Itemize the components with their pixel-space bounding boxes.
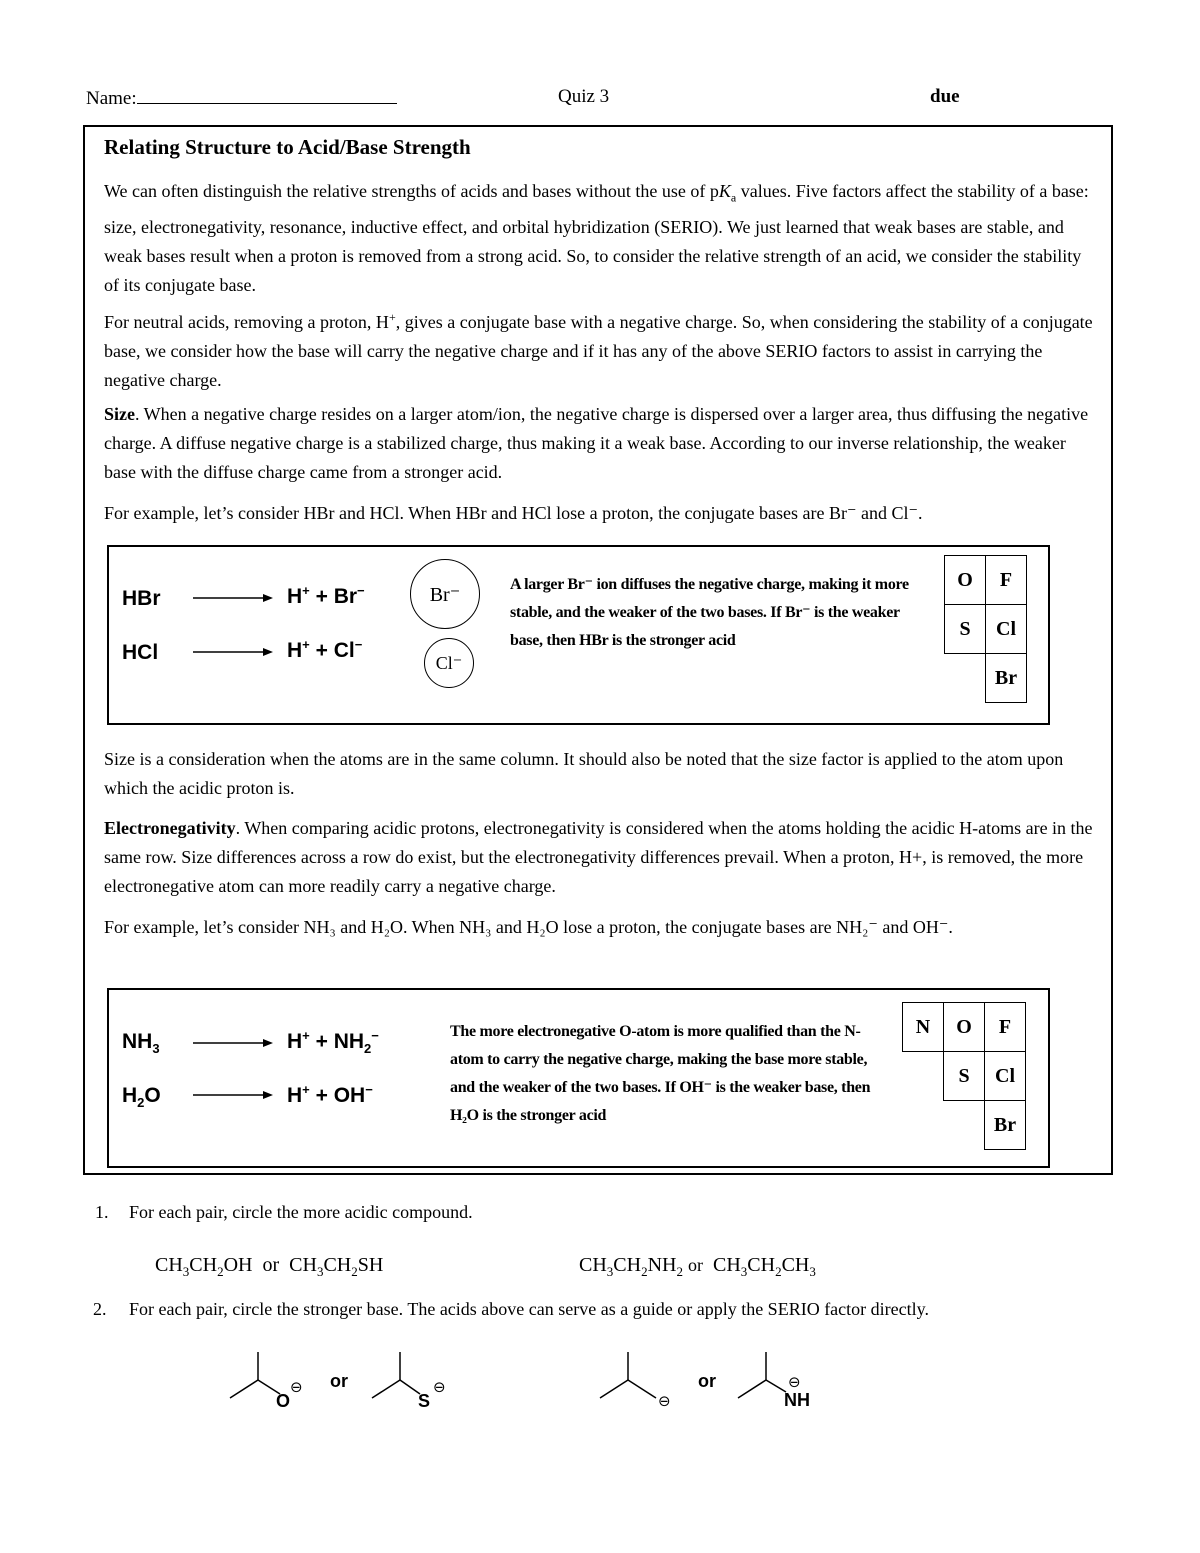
arrow-icon — [193, 591, 273, 605]
sulfur-atom-label: S — [418, 1391, 431, 1411]
section-title: Relating Structure to Acid/Base Strength — [104, 135, 471, 159]
size-label: Size — [104, 404, 135, 424]
question-1-text: For each pair, circle the more acidic compound. — [129, 1202, 473, 1222]
reaction-hcl-acid: HCl — [122, 641, 159, 664]
quiz-label: Quiz 3 — [558, 86, 610, 107]
reaction-h2o-acid: $H_2O$ — [122, 1084, 161, 1111]
arrow-icon — [193, 1036, 273, 1050]
size-example-box — [107, 545, 1050, 725]
paragraph-electronegativity: Electronegativity. When comparing acidic protons, electronegativity is considered when the atoms holding the acidic H-atoms are in the same row. Size differences across a row do exist, but the electronegativity differences prevail. When a proton, H+, is removed, the more electronegative atom can more readily carry a negative charge. — [104, 818, 1093, 896]
question-2-text: For each pair, circle the stronger base. The acids above can serve as a guide or apply the SERIO factor directly. — [129, 1299, 929, 1319]
structures-row — [220, 1340, 1120, 1420]
size-explanation: A larger Br⁻ ion diffuses the negative charge, making it more stable, and the weaker of the two bases. If Br⁻ is the weaker base, then HBr is the stronger acid — [510, 576, 909, 649]
arrow-icon — [193, 645, 273, 659]
due-label: due — [930, 86, 960, 107]
question-2-number: 2. — [93, 1299, 107, 1319]
negative-charge-icon: ⊖ — [788, 1373, 801, 1391]
paragraph-neutral-acids: For neutral acids, removing a proton, H+, gives a conjugate base with a negative charge. So, when considering the stability of a conjugate base, we consider how the base will carry the negative charge and if it has any of the above SERIO factors to assist in carrying the negative charge. — [104, 310, 1093, 390]
negative-charge-icon: ⊖ — [433, 1378, 446, 1396]
small-ion-circle: Cl⁻ — [424, 638, 474, 688]
thiolate-structure[interactable] — [372, 1352, 420, 1398]
paragraph-intro: We can often distinguish the relative strengths of acids and bases without the use of $pK_a$ values. Five factors affect the stability of a base: size, electronegativity, resonance, inductive effect, and orbital hybridization (SERIO). We just learned that weak bases are stable, and weak bases result when a proton is removed from a strong acid. So, to consider the relative strength of an acid, we consider the stability of its conjugate base. — [104, 181, 1089, 295]
reaction-hbr-acid: HBr — [122, 587, 161, 610]
periodic-table-snippet: O F S Cl Br — [944, 555, 1027, 703]
paragraph-size: Size. When a negative charge resides on a larger atom/ion, the negative charge is dispersed over a larger area, thus diffusing the negative charge. A diffuse negative charge is a stabilized charge, thus making it a weak base. According to our inverse relationship, the weaker base with the diffuse charge came from a stronger acid. — [104, 404, 1089, 482]
question-1-number: 1. — [95, 1202, 109, 1222]
paragraph-example1: For example, let’s consider HBr and HCl. When HBr and HCl lose a proton, the conjugate bases are Br⁻ and Cl⁻. — [104, 503, 923, 523]
or-label-2: or — [698, 1371, 716, 1391]
or-label-1: or — [330, 1371, 348, 1391]
arrow-icon — [193, 1088, 273, 1102]
reaction-hcl-products: H+ + Cl− — [287, 637, 363, 662]
negative-charge-icon: ⊖ — [658, 1392, 671, 1410]
en-label: Electronegativity — [104, 818, 236, 838]
nitrogen-atom-label: NH — [784, 1390, 810, 1410]
q1-pair-1[interactable]: $CH_3CH_2OH$ or $CH_3CH_2SH$ — [155, 1254, 384, 1279]
reaction-h2o-products: H+ + OH− — [287, 1082, 373, 1107]
name-field — [86, 86, 397, 110]
paragraph-example2: For example, let’s consider NH₃ and H₂O. When NH₃ and H₂O lose a proton, the conjugate bases are NH₂⁻ and OH⁻. — [104, 917, 953, 937]
negative-charge-icon: ⊖ — [290, 1378, 303, 1396]
carbanion-structure[interactable] — [600, 1352, 656, 1398]
alkoxide-structure[interactable] — [230, 1352, 280, 1398]
reaction-nh3-products: $H^+ + NH_2^-$ — [287, 1028, 379, 1057]
oxygen-atom-label: O — [276, 1391, 291, 1411]
electronegativity-example-box — [107, 988, 1050, 1168]
periodic-table-snippet: N O F S Cl Br — [902, 1002, 1026, 1150]
electronegativity-explanation: The more electronegative O-atom is more qualified than the N-atom to carry the negative charge, making the base more stable, and the weaker of the two bases. If OH⁻ is the weaker base, then H₂O is the stronger acid — [450, 1023, 871, 1124]
name-blank — [137, 86, 397, 104]
amide-structure[interactable] — [738, 1352, 786, 1398]
reaction-hbr-products: H+ + Br− — [287, 583, 365, 608]
name-label: Name: — [86, 88, 137, 109]
large-ion-circle: Br⁻ — [410, 559, 480, 629]
paragraph-size-note: Size is a consideration when the atoms are in the same column. It should also be noted that the size factor is applied to the atom upon which the acidic proton is. — [104, 749, 1064, 798]
reaction-nh3-acid: $NH_3$ — [122, 1030, 160, 1057]
q1-pair-2[interactable]: $CH_3CH_2NH_2$ or $CH_3CH_2CH_3$ — [579, 1254, 816, 1279]
